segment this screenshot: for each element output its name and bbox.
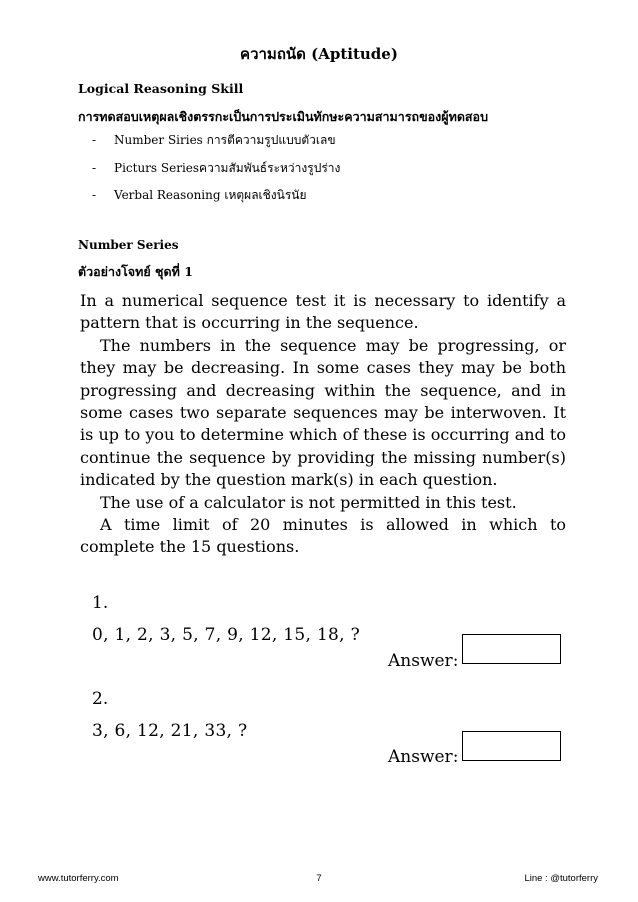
- footer-website: www.tutorferry.com: [38, 873, 119, 884]
- instructions-paragraph: A time limit of 20 minutes is allowed in which to complete the 15 questions.: [80, 515, 566, 557]
- question-number: 1.: [92, 593, 109, 613]
- instructions-passage: [80, 290, 566, 559]
- question-sequence: 3, 6, 12, 21, 33, ?: [92, 721, 248, 741]
- section-heading-logical-reasoning: Logical Reasoning Skill: [78, 81, 244, 96]
- answer-label: Answer:: [388, 747, 459, 767]
- bullet-dash: -: [92, 161, 97, 175]
- bullet-dash: -: [92, 133, 97, 147]
- section-heading-number-series: Number Series: [78, 238, 179, 252]
- instructions-paragraph: The numbers in the sequence may be progressing, or they may be decreasing. In some cases they may be both progressing and decreasing within the sequence, and in some cases two separate sequences may be interwoven. It is up to you to determine which of these is occurring and to continue the sequence by providing the missing number(s) indicated by the question mark(s) in each question.: [80, 335, 566, 490]
- section-subheading-thai: การทดสอบเหตุผลเชิงตรรกะเป็นการประเมินทักษะความสามารถของผู้ทดสอบ: [78, 109, 489, 124]
- bullet-dash: -: [92, 188, 97, 202]
- bullet-item: [92, 131, 336, 150]
- bullet-item: [92, 186, 307, 205]
- bullet-text: Picturs Seriesความสัมพันธ์ระหว่างรูปร่าง: [114, 161, 341, 175]
- bullet-text: Verbal Reasoning เหตุผลเชิงนิรนัย: [114, 188, 307, 202]
- question-sequence: 0, 1, 2, 3, 5, 7, 9, 12, 15, 18, ?: [92, 625, 360, 645]
- bullet-text: Number Siries การตีความรูปแบบตัวเลข: [114, 133, 336, 147]
- footer-page-number: 7: [316, 873, 322, 884]
- page-title: ความถนัด (Aptitude): [240, 45, 398, 63]
- instructions-paragraph: In a numerical sequence test it is necessary to identify a pattern that is occurring in the sequence.: [80, 291, 566, 333]
- question-number: 2.: [92, 689, 109, 709]
- bullet-item: [92, 159, 340, 178]
- answer-box[interactable]: [462, 634, 561, 664]
- answer-label: Answer:: [388, 651, 459, 671]
- footer-line-id: Line : @tutorferry: [524, 873, 598, 884]
- instructions-paragraph: The use of a calculator is not permitted in this test.: [100, 492, 517, 512]
- example-heading: ตัวอย่างโจทย์ ชุดที่ 1: [78, 264, 193, 279]
- answer-box[interactable]: [462, 731, 561, 761]
